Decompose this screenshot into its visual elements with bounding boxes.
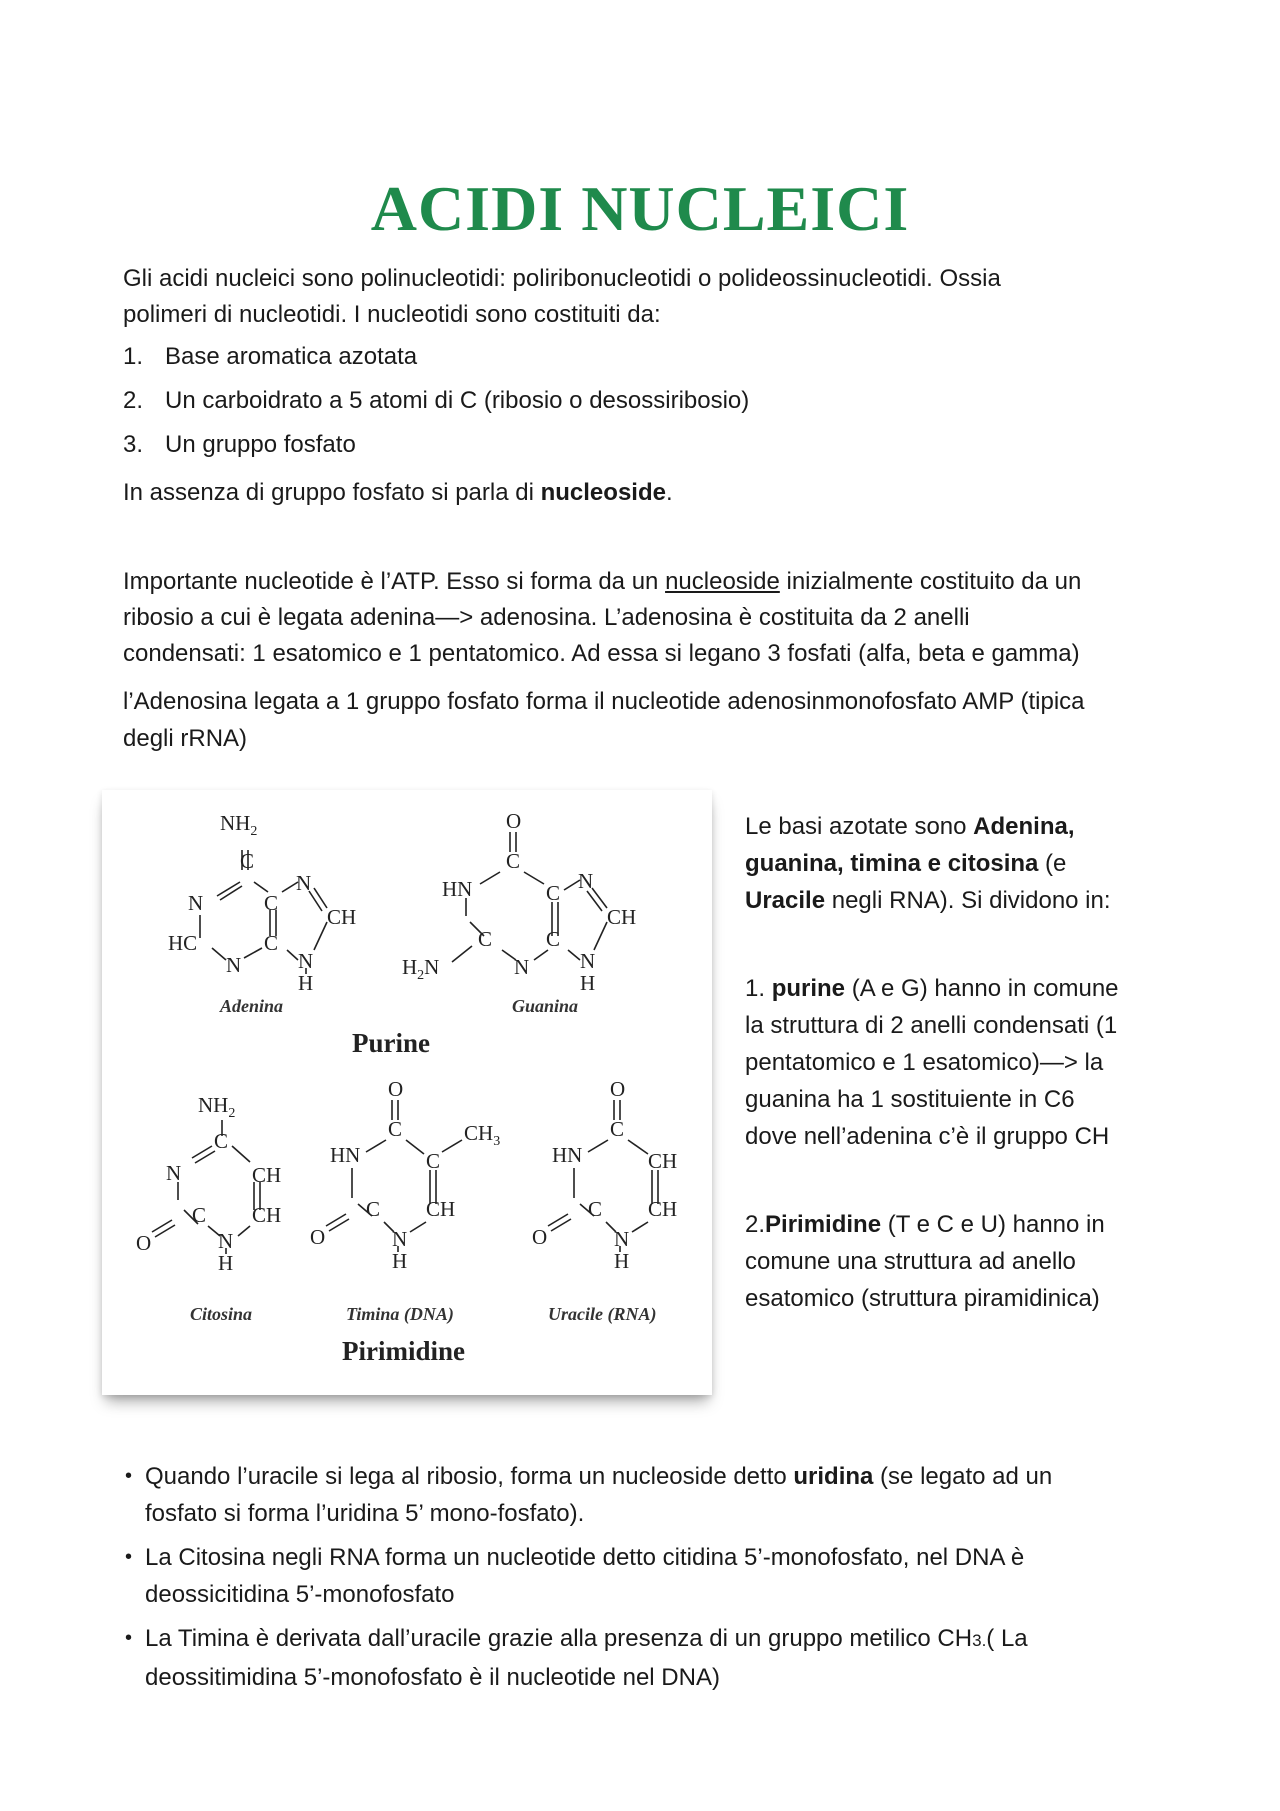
purine-desc-line-4: guanina ha 1 sostituiente in C6 (745, 1086, 1075, 1113)
svg-text:C: C (478, 927, 493, 951)
svg-text:N: N (614, 1227, 630, 1251)
svg-text:N: N (392, 1227, 408, 1251)
svg-text:CH: CH (648, 1149, 678, 1173)
page-title: ACIDI NUCLEICI (370, 173, 910, 244)
svg-text:C: C (546, 927, 561, 951)
list-text: Un gruppo fosfato (165, 431, 356, 458)
svg-text:O: O (310, 1225, 326, 1249)
citosina-label: Citosina (190, 1304, 253, 1324)
list-text: Un carboidrato a 5 atomi di C (ribosio o desossiribosio) (165, 387, 750, 414)
svg-text:O: O (532, 1225, 548, 1249)
pirimidine-desc-line-3: esatomico (struttura piramidinica) (745, 1285, 1100, 1312)
svg-text:N: N (296, 871, 312, 895)
intro-line-2: polimeri di nucleotidi. I nucleotidi sono costituiti da: (123, 301, 661, 328)
bases-structure-figure (102, 790, 712, 1395)
components-list (123, 338, 749, 470)
bullet-item: • La Timina è derivata dall’uracile grazie alla presenza di un gruppo metilico CH3.( La deossitimidina 5’-monofosfato è il nucleotide nel DNA) (123, 1620, 1173, 1696)
bullet-list (123, 1458, 1173, 1703)
svg-text:C: C (506, 849, 521, 873)
guanina-structure (402, 809, 636, 995)
uracile-structure (532, 1077, 677, 1273)
svg-text:HN: HN (442, 877, 473, 901)
svg-text:C: C (366, 1197, 381, 1221)
svg-text:O: O (136, 1231, 152, 1255)
purine-desc-line-1: 1. purine (A e G) hanno in comune (745, 975, 1119, 1002)
svg-text:N: N (578, 869, 594, 893)
purine-desc-line-2: la struttura di 2 anelli condensati (1 (745, 1012, 1118, 1039)
svg-text:C: C (610, 1117, 625, 1141)
bullet-dot: • (125, 1546, 133, 1568)
svg-text:CH: CH (327, 905, 357, 929)
purine-heading: Purine (352, 1028, 430, 1058)
svg-text:C: C (426, 1149, 441, 1173)
adenina-label: Adenina (220, 996, 284, 1016)
svg-text:H: H (392, 1249, 408, 1273)
svg-text:C: C (388, 1117, 403, 1141)
svg-text:H: H (298, 971, 314, 995)
nucleoside-note: In assenza di gruppo fosfato si parla di nucleoside. (123, 479, 673, 506)
pirimidine-desc-line-2: comune una struttura ad anello (745, 1248, 1076, 1275)
list-item (123, 426, 749, 470)
svg-text:HN: HN (552, 1143, 583, 1167)
svg-text:O: O (388, 1077, 404, 1101)
atp-line-2: ribosio a cui è legata adenina—> adenosina. L’adenosina è costituita da 2 anelli (123, 604, 970, 631)
citosina-structure (136, 1093, 281, 1275)
svg-text:CH: CH (648, 1197, 678, 1221)
list-item (123, 382, 749, 426)
bullet-dot: • (125, 1465, 133, 1487)
amp-line-1: l’Adenosina legata a 1 gruppo fosfato forma il nucleotide adenosinmonofosfato AMP (tipica (123, 688, 1085, 715)
intro-line-1: Gli acidi nucleici sono polinucleotidi: poliribonucleotidi o polideossinucleotidi. Ossia (123, 265, 1001, 292)
bases-line-2: guanina, timina e citosina (e (745, 850, 1067, 877)
svg-text:H: H (614, 1249, 630, 1273)
svg-text:N: N (166, 1161, 182, 1185)
svg-text:C: C (240, 849, 255, 873)
nh2-label: $NH_2$ (220, 811, 258, 839)
svg-text:C: C (588, 1197, 603, 1221)
bullet-item: • La Citosina negli RNA forma un nucleotide detto citidina 5’-monofosfato, nel DNA è deossicitidina 5’-monofosfato (123, 1539, 1173, 1613)
adenina-structure (168, 811, 356, 995)
svg-text:N: N (580, 949, 596, 973)
svg-text:N: N (218, 1229, 234, 1253)
list-item (123, 338, 749, 382)
svg-text:HC: HC (168, 931, 198, 955)
svg-text:H2N: $H_2N$ (402, 955, 440, 983)
nucleoside-underlined: nucleoside (665, 568, 780, 595)
nucleoside-term: nucleoside (540, 479, 666, 506)
svg-text:H: H (218, 1251, 234, 1275)
svg-text:CH: CH (607, 905, 637, 929)
bullet-dot: • (125, 1627, 133, 1649)
bullet-item: • Quando l’uracile si lega al ribosio, forma un nucleoside detto uridina (se legato ad un fosfato si forma l’uridina 5’ mono-fosfato). (123, 1458, 1173, 1532)
svg-text:C: C (192, 1203, 207, 1227)
svg-text:CH: CH (426, 1197, 456, 1221)
bases-diagram (102, 790, 712, 1395)
svg-text:C: C (264, 891, 279, 915)
svg-text:CH: CH (252, 1163, 282, 1187)
svg-text:NH2: $NH_2$ (198, 1093, 236, 1121)
svg-text:N: N (226, 953, 242, 977)
svg-text:N: N (514, 955, 530, 979)
bases-line-1: Le basi azotate sono Adenina, (745, 813, 1075, 840)
timina-structure (310, 1077, 500, 1273)
pirimidine-desc-line-1: 2.Pirimidine (T e C e U) hanno in (745, 1211, 1105, 1238)
timina-label: Timina (DNA) (346, 1304, 454, 1324)
guanina-label: Guanina (512, 996, 579, 1016)
atp-line-1: Importante nucleotide è l’ATP. Esso si forma da un nucleoside inizialmente costituito da un (123, 568, 1082, 595)
svg-text:C: C (264, 931, 279, 955)
svg-text:O: O (610, 1077, 626, 1101)
svg-text:HN: HN (330, 1143, 361, 1167)
list-number: 1. (123, 343, 144, 370)
pirimidine-heading: Pirimidine (342, 1336, 465, 1366)
svg-text:N: N (298, 949, 314, 973)
svg-text:C: C (546, 881, 561, 905)
purine-desc-line-3: pentatomico e 1 esatomico)—> la (745, 1049, 1104, 1076)
svg-text:CH3: $CH_3$ (464, 1121, 501, 1149)
bases-line-3: Uracile negli RNA). Si dividono in: (745, 887, 1111, 914)
svg-text:O: O (506, 809, 522, 833)
svg-text:N: N (188, 891, 204, 915)
svg-text:C: C (214, 1129, 229, 1153)
list-text: Base aromatica azotata (165, 343, 418, 370)
atp-line-3: condensati: 1 esatomico e 1 pentatomico. Ad essa si legano 3 fosfati (alfa, beta e gamma) (123, 640, 1080, 667)
svg-text:CH: CH (252, 1203, 282, 1227)
uracile-label: Uracile (RNA) (548, 1304, 657, 1324)
amp-line-2: degli rRNA) (123, 725, 248, 752)
list-number: 3. (123, 431, 144, 458)
purine-desc-line-5: dove nell’adenina c’è il gruppo CH (745, 1123, 1110, 1150)
svg-text:H: H (580, 971, 596, 995)
list-number: 2. (123, 387, 144, 414)
